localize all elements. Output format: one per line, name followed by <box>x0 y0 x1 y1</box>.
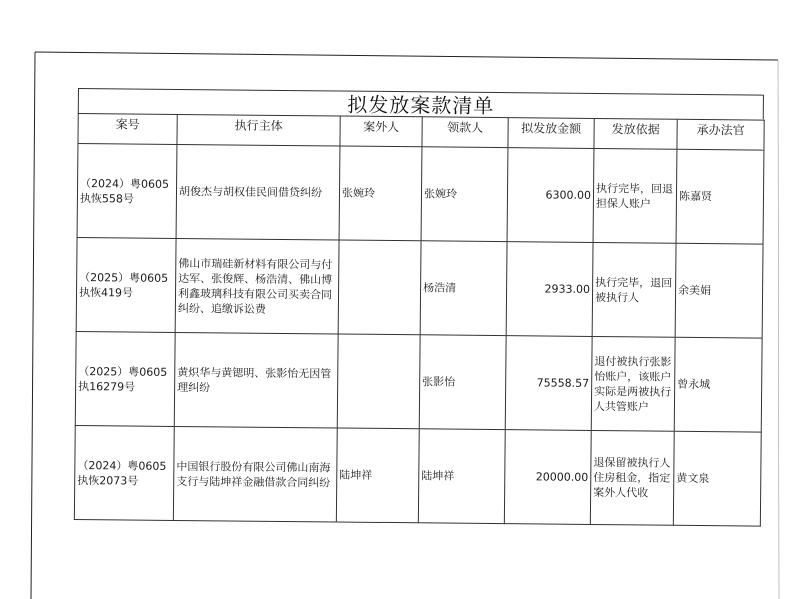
header-payee: 领款人 <box>422 117 508 148</box>
basis: 执行完毕，退回被执行人 <box>592 242 676 337</box>
header-outsider: 案外人 <box>340 116 422 147</box>
payee: 张婉玲 <box>421 147 508 242</box>
amount: 2933.00 <box>506 242 593 337</box>
basis: 退付被执行张影怡账户，该账户实际是两被执行人共管账户 <box>591 336 675 431</box>
document-title: 拟发放案款清单 <box>78 88 764 120</box>
judge: 陈嘉贤 <box>676 149 764 244</box>
table-row <box>75 331 762 432</box>
table-row <box>74 425 761 526</box>
amount: 20000.00 <box>504 430 591 525</box>
header-judge: 承办法官 <box>677 119 764 150</box>
outsider <box>338 240 421 335</box>
case-number: （2024）粤0605执恢2073号 <box>74 425 174 520</box>
case-number: （2025）粤0605执16279号 <box>75 331 175 426</box>
basis: 退保留被执行人住房租金，指定案外人代收 <box>590 430 674 525</box>
subject: 胡俊杰与胡权佳民间借贷纠纷 <box>176 144 340 240</box>
amount: 6300.00 <box>507 148 594 243</box>
disbursement-list <box>74 88 764 527</box>
outsider: 张婉玲 <box>339 146 422 241</box>
subject: 黄炽华与黄锶明、张影怡无因管理纠纷 <box>174 332 338 428</box>
case-number: （2025）粤0605执恢419号 <box>76 237 176 332</box>
outsider <box>337 334 420 429</box>
disbursement-table <box>74 113 765 527</box>
judge: 黄文泉 <box>673 431 761 526</box>
judge: 余美娟 <box>675 243 763 338</box>
table-row <box>76 237 763 338</box>
outsider: 陆坤祥 <box>336 428 419 523</box>
payee: 杨浩清 <box>420 241 507 336</box>
header-amount: 拟发放金额 <box>508 118 594 149</box>
amount: 75558.57 <box>505 336 592 431</box>
judge: 曾永城 <box>674 337 762 432</box>
payee: 张影怡 <box>419 335 506 430</box>
subject: 佛山市瑞硅新材料有限公司与付达军、张俊辉、杨浩清、佛山博利鑫玻璃科技有限公司买卖合同纠纷、追缴诉讼费 <box>175 238 339 334</box>
case-number: （2024）粤0605执恢558号 <box>77 144 177 239</box>
table-row <box>77 144 764 245</box>
subject: 中国银行股份有限公司佛山南海支行与陆坤祥金融借款合同纠纷 <box>173 426 337 522</box>
header-case-number: 案号 <box>78 114 177 145</box>
payee: 陆坤祥 <box>418 429 505 524</box>
header-basis: 发放依据 <box>594 118 677 149</box>
header-subject: 执行主体 <box>177 114 340 146</box>
basis: 执行完毕，回退担保人账户 <box>593 148 677 243</box>
